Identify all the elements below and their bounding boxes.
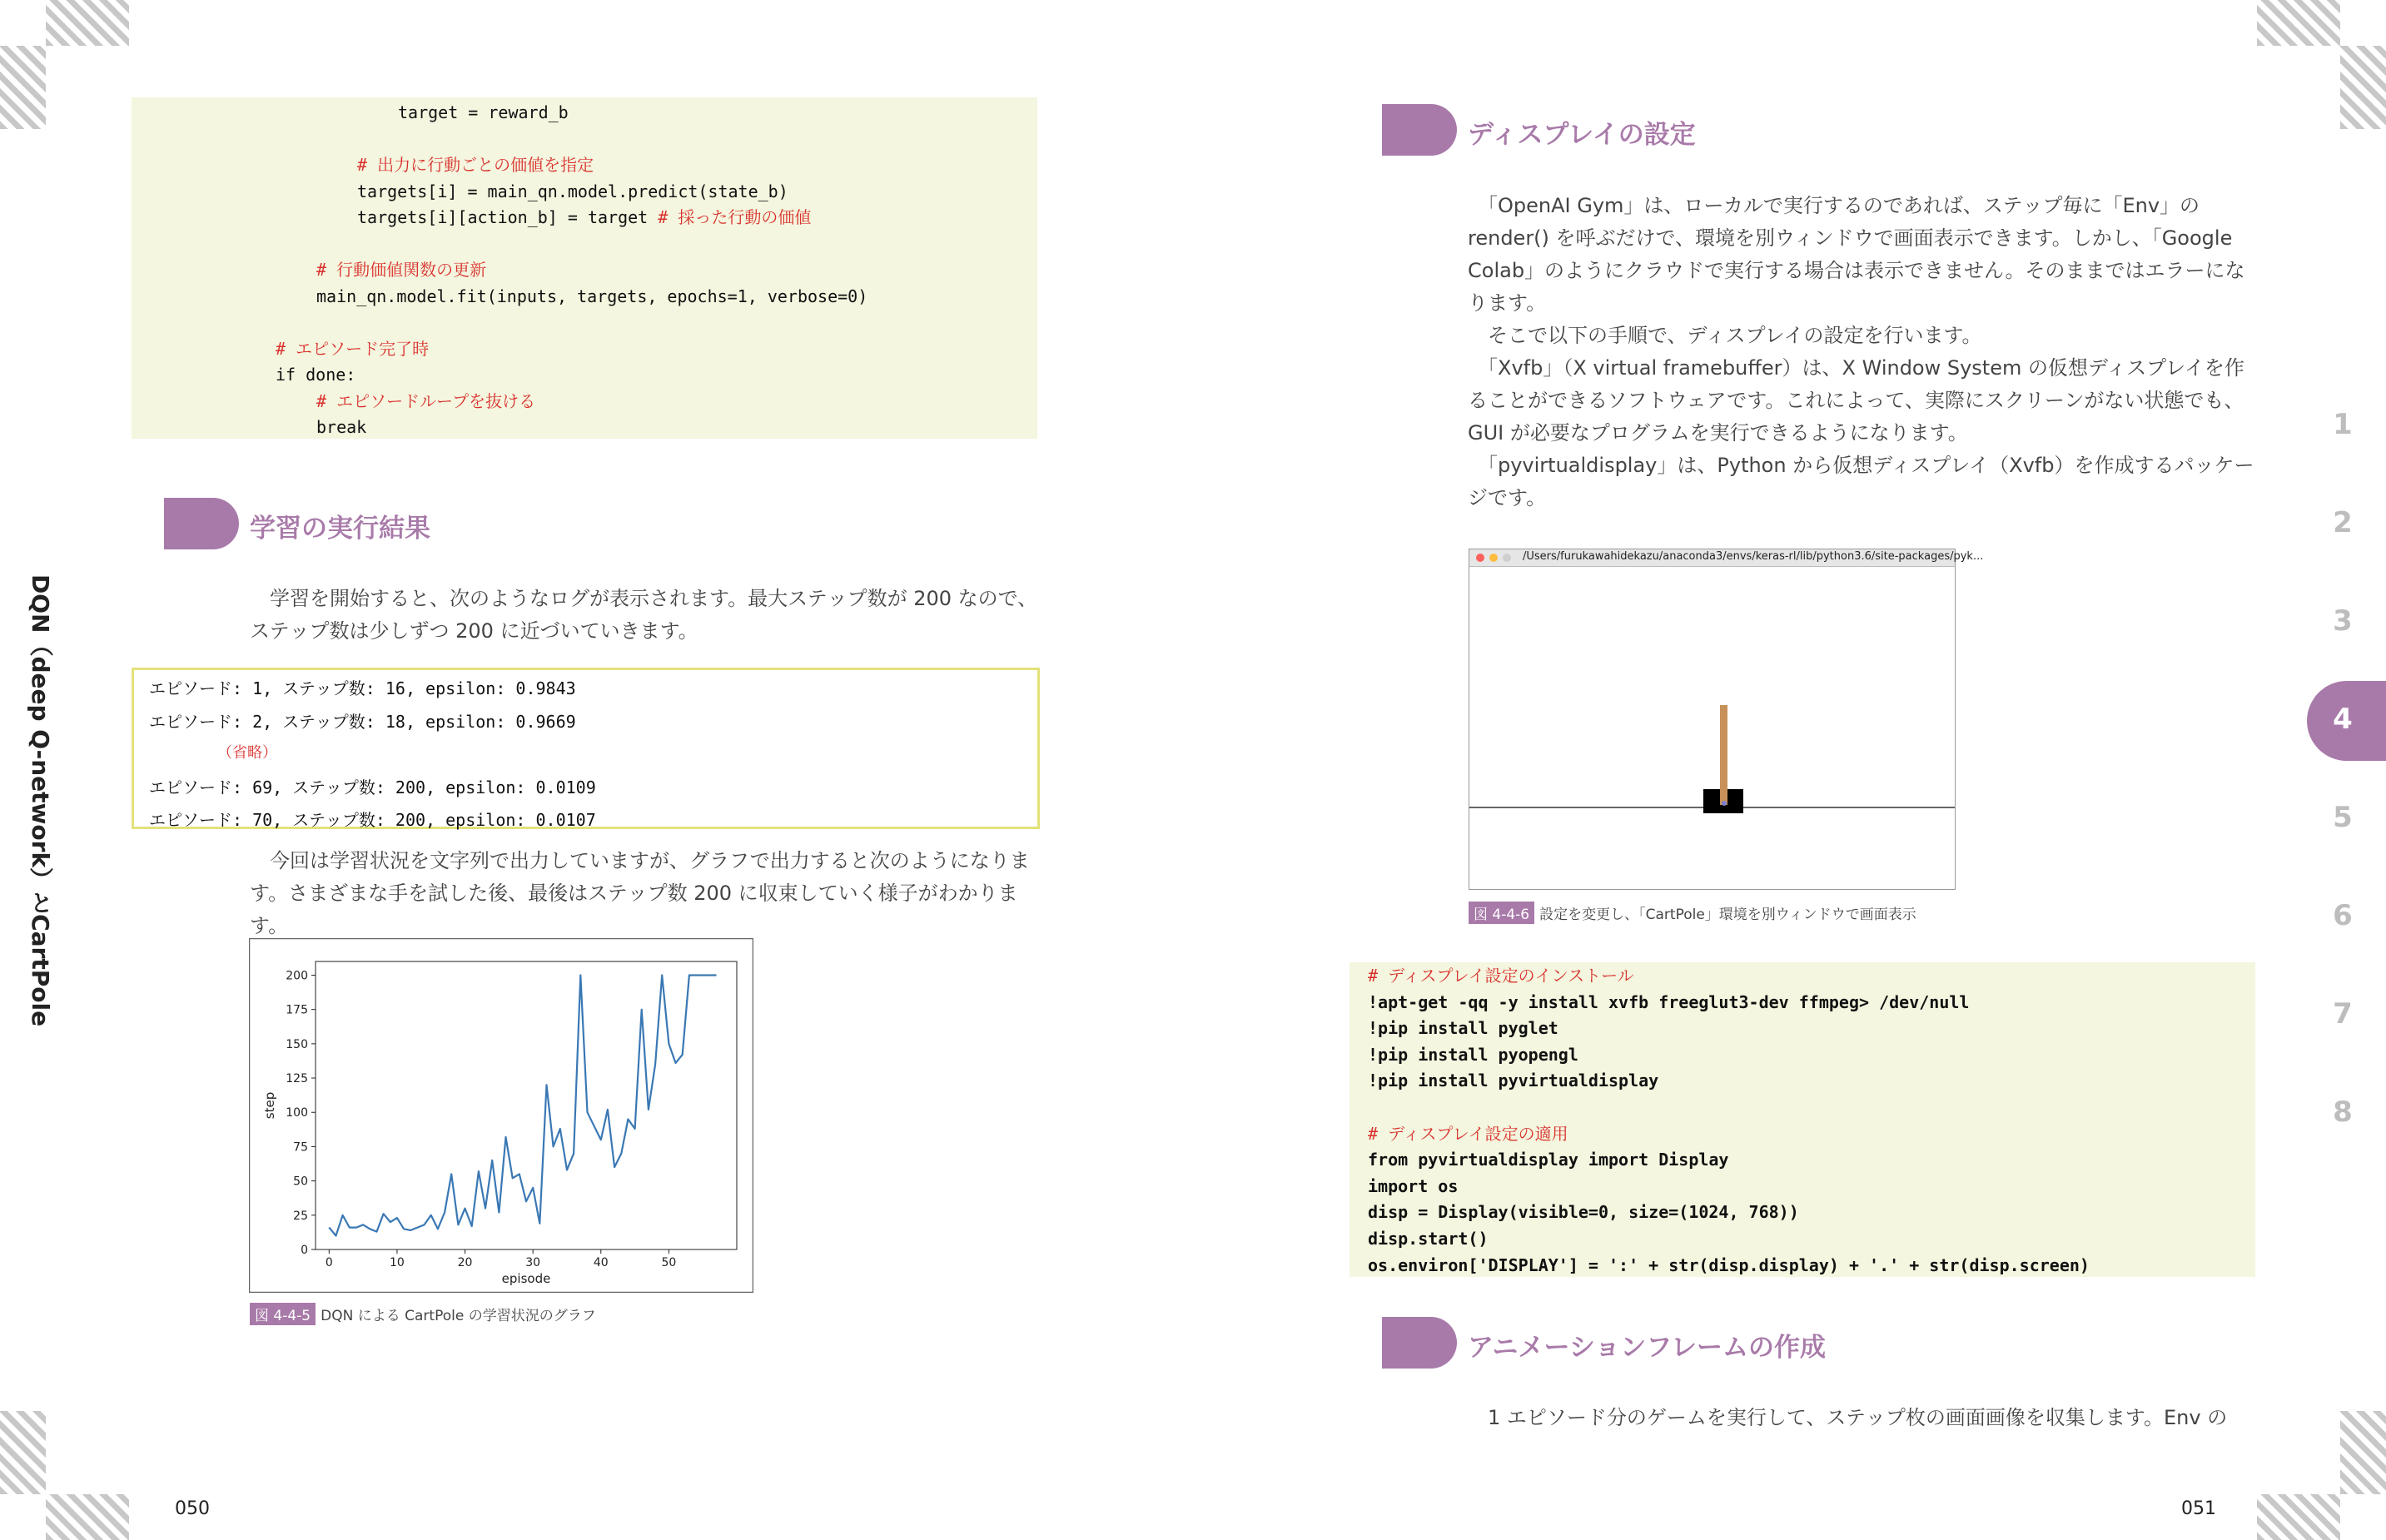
code-line (357, 155, 594, 175)
code-line (1368, 1255, 2090, 1275)
code-line (357, 181, 788, 201)
heading-marker (1382, 104, 1457, 156)
chapter-number: 8 (2333, 1095, 2353, 1129)
corner-hatch (2340, 46, 2386, 129)
corner-hatch (2257, 1494, 2340, 1540)
code-line (316, 391, 535, 411)
code-line (1368, 992, 1969, 1012)
paragraph (1468, 1402, 2256, 1434)
code-line (316, 417, 366, 437)
vertical-chapter-title: DQN（deep Q-network）とCartPole (27, 574, 54, 1027)
cartpole-window (1469, 549, 1984, 890)
log-output-box (132, 668, 1040, 829)
code-text: if done: (276, 365, 356, 385)
figure-caption (1469, 902, 1916, 924)
code-line (1368, 1071, 1658, 1090)
code-line (276, 365, 355, 385)
code-line (1368, 1018, 1558, 1038)
y-tick-label: 100 (286, 1106, 308, 1120)
code-line (1368, 966, 1634, 986)
code-text: os.environ['DISPLAY'] = ':' + str(disp.display) + '.' + str(disp.screen) (1368, 1254, 2090, 1275)
code-block-top (132, 97, 1037, 439)
y-tick-label: 25 (293, 1209, 308, 1223)
section-heading: 学習の実行結果 (250, 514, 430, 544)
code-text: targets[i][action_b] = target (357, 207, 659, 227)
code-line (276, 339, 429, 359)
maximize-icon[interactable] (1503, 554, 1511, 562)
code-comment: # エピソード完了時 (276, 338, 430, 359)
corner-hatch (0, 1411, 46, 1494)
x-tick-label: 20 (457, 1256, 473, 1269)
x-tick-label: 0 (325, 1256, 333, 1269)
code-text: targets[i] = main_qn.model.predict(state_b) (357, 181, 788, 201)
code-comment: # エピソードループを抜ける (316, 390, 536, 411)
paragraph-text: 1 エピソード分のゲームを実行して、ステップ枚の画面画像を収集します。Env の (1468, 1406, 2228, 1429)
paragraph (250, 583, 1041, 648)
code-line (1368, 1202, 1799, 1222)
log-line: エピソード: 70, ステップ数: 200, epsilon: 0.0107 (149, 810, 596, 830)
code-line (1368, 1229, 1489, 1249)
y-tick-label: 75 (293, 1140, 308, 1155)
close-icon[interactable] (1476, 554, 1484, 562)
chapter-number: 3 (2333, 604, 2353, 638)
page-number-right: 051 (2181, 1498, 2216, 1519)
chapter-number: 5 (2333, 801, 2353, 834)
code-text: !pip install pyopengl (1368, 1044, 1578, 1065)
log-line: エピソード: 1, ステップ数: 16, epsilon: 0.9843 (149, 678, 576, 698)
y-tick-label: 125 (286, 1072, 308, 1086)
x-tick-label: 10 (390, 1256, 405, 1269)
code-comment: # 採った行動の価値 (658, 207, 812, 227)
code-text: !apt-get -qq -y install xvfb freeglut3-dev ffmpeg> /dev/null (1368, 991, 1970, 1012)
x-tick-label: 50 (661, 1256, 677, 1269)
log-line: エピソード: 69, ステップ数: 200, epsilon: 0.0109 (149, 777, 596, 797)
code-line (1368, 1176, 1458, 1196)
figure-badge: 図 4-4-5 (250, 1303, 316, 1325)
y-tick-label: 175 (286, 1003, 308, 1017)
corner-hatch (0, 46, 46, 129)
code-text: import os (1368, 1175, 1459, 1196)
window-title-bar (1469, 549, 1984, 567)
heading-marker (164, 498, 239, 549)
y-tick-label: 50 (293, 1175, 308, 1189)
minimize-icon[interactable] (1489, 554, 1498, 562)
paragraph-text: 学習を開始すると、次のようなログが表示されます。最大ステップ数が 200 なので、ステップ数は少しずつ 200 に近づいていきます。 (250, 587, 1038, 643)
axle (1722, 801, 1727, 806)
figure-caption (250, 1303, 596, 1325)
log-omitted: （省略） (217, 744, 277, 762)
y-axis-label: step (262, 1091, 277, 1120)
y-tick-label: 0 (301, 1244, 308, 1257)
code-line (1368, 1124, 1568, 1144)
corner-hatch (46, 0, 129, 46)
figure-caption-text: DQN による CartPole の学習状況のグラフ (321, 1308, 596, 1324)
corner-hatch (46, 1494, 129, 1540)
corner-hatch (2340, 1411, 2386, 1494)
code-text: break (316, 417, 367, 437)
chapter-number: 2 (2333, 506, 2353, 539)
code-line (316, 260, 486, 280)
heading-marker (1382, 1317, 1457, 1369)
code-line (398, 102, 569, 122)
chapter-number: 6 (2333, 899, 2353, 932)
window-title: /Users/furukawahidekazu/anaconda3/envs/keras-rl/lib/python3.6/site-packages/pyk... (1523, 550, 1984, 563)
chapter-number: 7 (2333, 997, 2353, 1031)
code-line (1368, 1150, 1728, 1170)
learning-curve-chart (249, 938, 753, 1293)
code-comment: # 行動価値関数の更新 (316, 260, 487, 280)
code-line (357, 207, 811, 227)
paragraph (250, 845, 1041, 942)
code-text: main_qn.model.fit(inputs, targets, epochs=1, verbose=0) (316, 286, 868, 306)
code-text: !pip install pyglet (1368, 1018, 1558, 1039)
code-comment: # ディスプレイ設定のインストール (1368, 966, 1634, 986)
code-text: disp = Display(visible=0, size=(1024, 768)) (1368, 1202, 1799, 1223)
paragraph-group (1468, 190, 2256, 514)
code-comment: # 出力に行動ごとの価値を指定 (357, 155, 594, 175)
code-text: from pyvirtualdisplay import Display (1368, 1150, 1729, 1170)
paragraph-text: 「Xvfb」（X virtual framebuffer）は、X Window System の仮想ディスプレイを作ることができるソフトウェアです。これによって、実際にスクリーンがない状態でも、GUI が必要なプログラムを実行できるようになります。 (1468, 356, 2244, 445)
code-line (316, 286, 867, 306)
y-tick-label: 150 (286, 1037, 308, 1051)
paragraph-text: 今回は学習状況を文字列で出力していますが、グラフで出力すると次のようになります。さまざまな手を試した後、最後はステップ数 200 に収束していく様子がわかります。 (250, 849, 1030, 937)
section-heading-display: ディスプレイの設定 (1468, 120, 1696, 150)
figure-caption-text: 設定を変更し、「CartPole」環境を別ウィンドウで画面表示 (1539, 907, 1916, 923)
x-axis-label: episode (501, 1271, 551, 1286)
code-text: disp.start() (1368, 1229, 1489, 1249)
chapter-number: 1 (2333, 408, 2353, 441)
code-line (1368, 1045, 1578, 1065)
code-comment: # ディスプレイ設定の適用 (1368, 1123, 1568, 1144)
code-text: target = reward_b (398, 102, 569, 122)
figure-badge: 図 4-4-6 (1469, 902, 1534, 924)
x-tick-label: 30 (525, 1256, 541, 1269)
chapter-number: 4 (2333, 703, 2353, 736)
log-line: エピソード: 2, ステップ数: 18, epsilon: 0.9669 (149, 711, 576, 732)
paragraph-text: そこで以下の手順で、ディスプレイの設定を行います。 (1468, 324, 1982, 347)
paragraph-text: 「pyvirtualdisplay」は、Python から仮想ディスプレイ（Xvfb）を作成するパッケージです。 (1468, 454, 2254, 509)
corner-hatch (2257, 0, 2340, 46)
pole (1720, 705, 1727, 805)
figure-frame (250, 939, 753, 1293)
paragraph-text: 「OpenAI Gym」は、ローカルで実行するのであれば、ステップ毎に「Env」の render() を呼ぶだけで、環境を別ウィンドウで画面表示できます。しかし、「Google Colab」のようにクラウドで実行する場合は表示できません。そのままではエラーになります。 (1468, 194, 2245, 315)
code-block-display (1350, 962, 2255, 1277)
code-text: !pip install pyvirtualdisplay (1368, 1071, 1659, 1091)
x-tick-label: 40 (593, 1256, 609, 1269)
section-heading-animation: アニメーションフレームの作成 (1468, 1333, 1826, 1363)
page-number-left: 050 (175, 1498, 210, 1519)
y-tick-label: 200 (286, 969, 308, 983)
